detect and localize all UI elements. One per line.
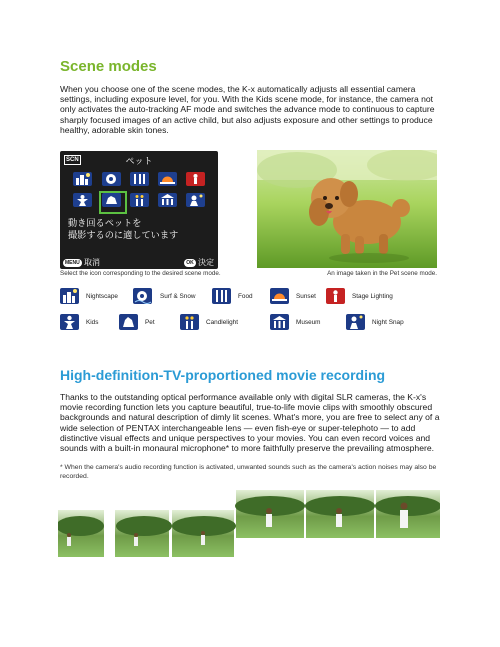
desc-line-1: 動き回るペットを bbox=[68, 218, 142, 228]
mode-label-food: Food bbox=[238, 293, 253, 300]
menu-key-pill: MENU bbox=[65, 259, 80, 266]
lcd-candlelight-icon[interactable] bbox=[130, 193, 149, 207]
stage-lighting-icon bbox=[326, 288, 345, 304]
nightscape-icon bbox=[60, 288, 79, 304]
pet-mode-photo bbox=[257, 150, 437, 268]
lcd-night-snap-icon[interactable] bbox=[186, 193, 205, 207]
camera-screen-description bbox=[68, 217, 178, 241]
mode-label-nightscape: Nightscape bbox=[86, 293, 118, 300]
mode-label-surf-snow: Surf & Snow bbox=[160, 293, 196, 300]
night-snap-icon bbox=[346, 314, 365, 330]
camera-screen-footer bbox=[60, 255, 218, 269]
camera-screen-title: ペット bbox=[125, 156, 153, 166]
menu-cancel-label: 取消 bbox=[83, 258, 100, 267]
mode-label-pet: Pet bbox=[145, 319, 155, 326]
caption-left: Select the icon corresponding to the desired scene mode. bbox=[60, 270, 221, 277]
lcd-stage-lighting-icon[interactable] bbox=[186, 172, 205, 186]
camera-lcd-screen bbox=[60, 151, 218, 269]
caption-right: An image taken in the Pet scene mode. bbox=[327, 270, 437, 277]
mode-label-candlelight: Candlelight bbox=[206, 319, 238, 326]
ok-confirm-label: 決定 bbox=[198, 258, 214, 267]
movie-recording-title: High-definition-TV-proportioned movie recording bbox=[60, 367, 386, 383]
pet-icon bbox=[119, 314, 138, 330]
museum-icon bbox=[270, 314, 289, 330]
film-frame-4 bbox=[235, 490, 305, 538]
film-frame-3 bbox=[172, 510, 236, 557]
lcd-museum-icon[interactable] bbox=[158, 193, 177, 207]
surf-snow-icon bbox=[133, 288, 152, 304]
movie-recording-paragraph: Thanks to the outstanding optical performance available only with digital SLR cameras, the K-x's movie recording function lets you capture beautiful, true-to-life movie clips with smoothly obscured backgrounds and natural description of dimly lit scenes. What's more, you are free to select any of a wide selection of PENTAX interchangeable lens — even fish-eye or super-telephoto — to add distinctive visual effects and unique perspectives to your movies. You can even record voices and sounds with a built-in monaural microphone* to more faithfully preserve the prevailing atmosphere. bbox=[60, 392, 440, 454]
lcd-kids-icon[interactable] bbox=[73, 193, 92, 207]
mode-label-museum: Museum bbox=[296, 319, 321, 326]
sunset-icon bbox=[270, 288, 289, 304]
lcd-sunset-icon[interactable] bbox=[158, 172, 177, 186]
mode-label-stage-lighting: Stage Lighting bbox=[352, 293, 393, 300]
mode-label-night-snap: Night Snap bbox=[372, 319, 404, 326]
scene-mode-legend bbox=[60, 286, 440, 334]
audio-footnote: * When the camera's audio recording function is activated, unwanted sounds such as the camera's action noises may also be recorded. bbox=[60, 464, 437, 480]
lcd-nightscape-icon[interactable] bbox=[73, 172, 92, 186]
food-icon bbox=[212, 288, 231, 304]
menu-cancel-button[interactable] bbox=[63, 257, 100, 268]
movie-filmstrip bbox=[58, 490, 440, 562]
scene-modes-title: Scene modes bbox=[60, 58, 157, 75]
film-frame-5 bbox=[305, 490, 375, 538]
scn-badge: SCN bbox=[66, 157, 79, 163]
candlelight-icon bbox=[180, 314, 199, 330]
lcd-pet-icon[interactable] bbox=[102, 193, 121, 207]
mode-label-sunset: Sunset bbox=[296, 293, 316, 300]
film-frame-2 bbox=[115, 510, 172, 557]
scene-modes-paragraph: When you choose one of the scene modes, the K-x automatically adjusts all essential camera settings, including exposure level, for you. With the Kids scene mode, for instance, the camera not only activates the auto-tracking AF mode and switches the advance mode to continuous to capture sharply focused images of an active child, but also adjusts exposure and other settings to produce healthy, adorable skin tones. bbox=[60, 84, 435, 135]
mode-label-kids: Kids bbox=[86, 319, 99, 326]
ok-confirm-button[interactable] bbox=[184, 257, 214, 268]
ok-key-pill: OK bbox=[186, 259, 194, 266]
kids-icon bbox=[60, 314, 79, 330]
film-frame-6 bbox=[375, 490, 440, 538]
desc-line-2: 撮影するのに適しています bbox=[68, 230, 179, 240]
lcd-surf-snow-icon[interactable] bbox=[102, 172, 121, 186]
film-frame-1 bbox=[58, 510, 104, 557]
lcd-food-icon[interactable] bbox=[130, 172, 149, 186]
